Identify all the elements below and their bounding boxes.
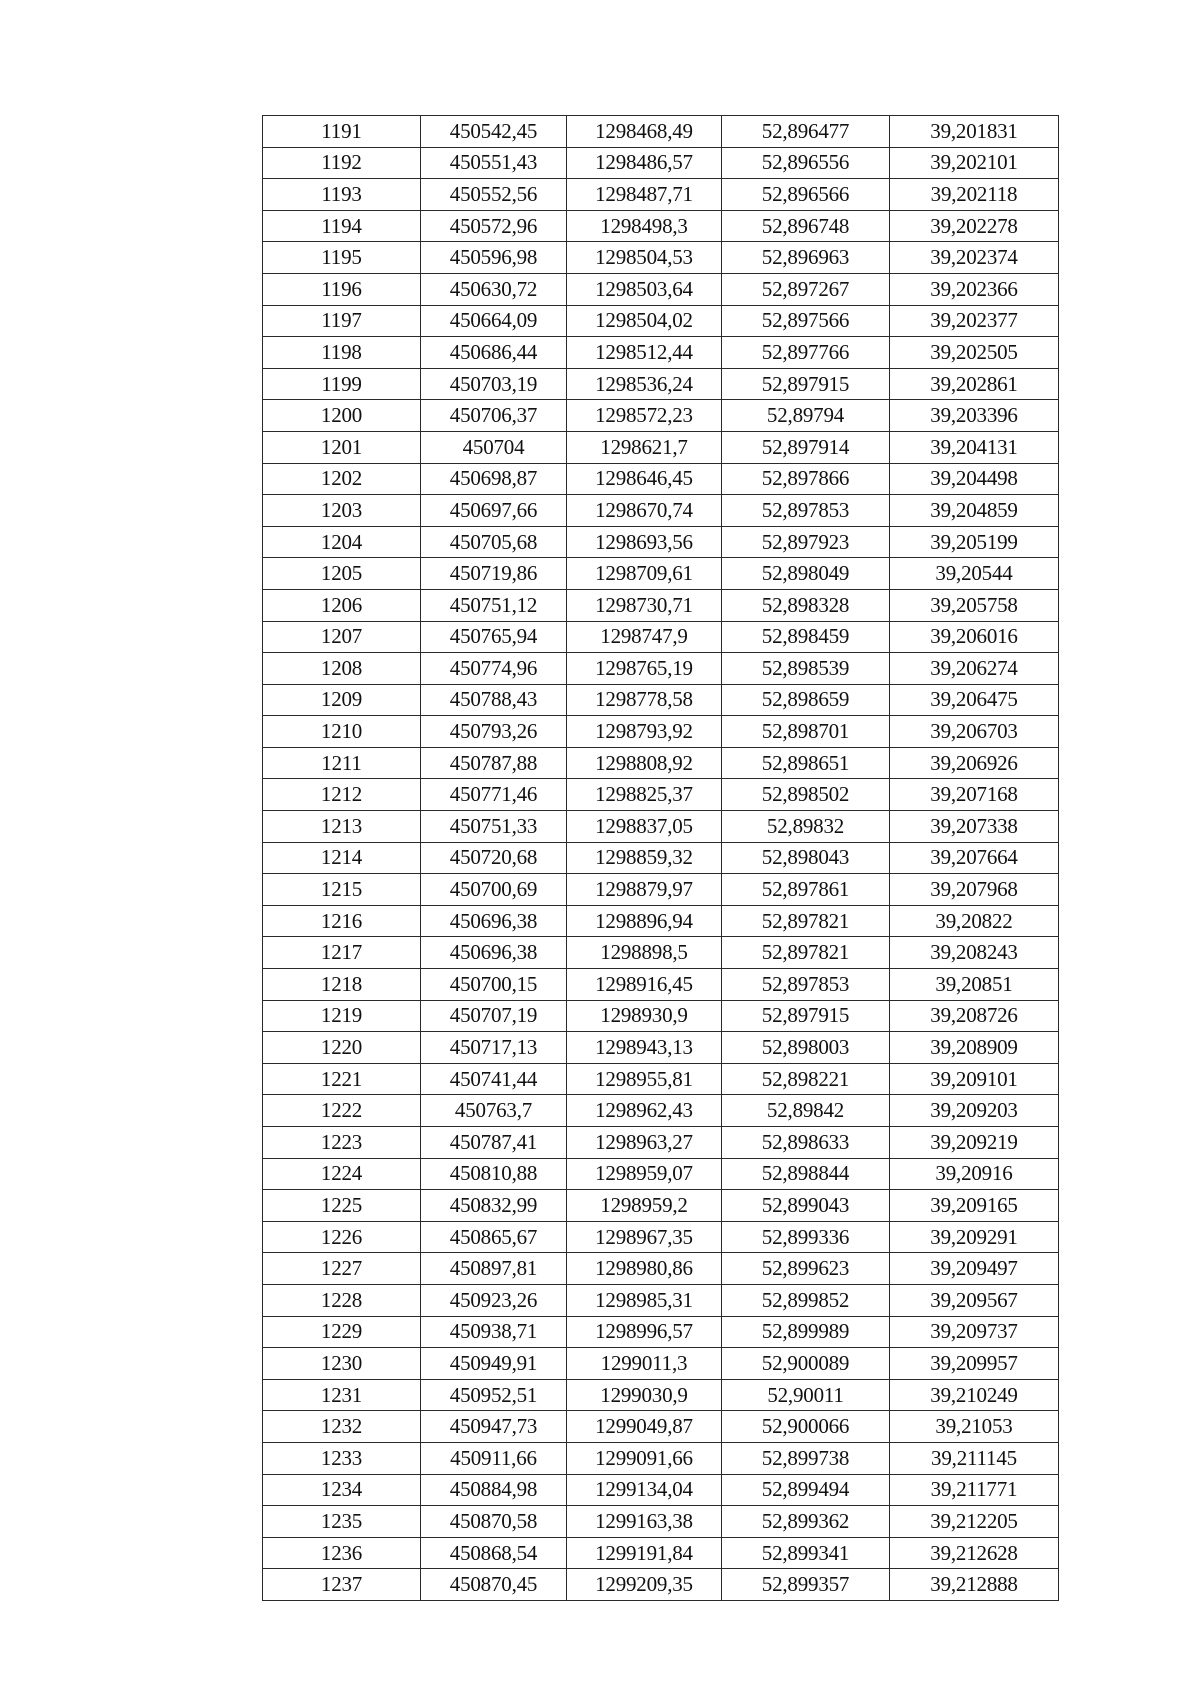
y-coordinate-cell: 1298468,49 <box>567 116 722 148</box>
longitude-cell: 39,202101 <box>890 147 1059 179</box>
longitude-cell: 39,206703 <box>890 716 1059 748</box>
y-coordinate-cell: 1298646,45 <box>567 463 722 495</box>
table-row <box>263 747 1059 779</box>
longitude-cell: 39,209165 <box>890 1190 1059 1222</box>
y-coordinate-cell: 1298536,24 <box>567 368 722 400</box>
y-coordinate-cell: 1298765,19 <box>567 653 722 685</box>
point-number-cell: 1226 <box>263 1221 421 1253</box>
longitude-cell: 39,212888 <box>890 1569 1059 1601</box>
latitude-cell: 52,900066 <box>722 1411 890 1443</box>
latitude-cell: 52,897914 <box>722 431 890 463</box>
x-coordinate-cell: 450697,66 <box>421 495 567 527</box>
table-row <box>263 1221 1059 1253</box>
y-coordinate-cell: 1299191,84 <box>567 1537 722 1569</box>
longitude-cell: 39,207968 <box>890 874 1059 906</box>
y-coordinate-cell: 1298693,56 <box>567 526 722 558</box>
table-row <box>263 400 1059 432</box>
table-row <box>263 1063 1059 1095</box>
longitude-cell: 39,205758 <box>890 589 1059 621</box>
y-coordinate-cell: 1298487,71 <box>567 179 722 211</box>
x-coordinate-cell: 450911,66 <box>421 1442 567 1474</box>
y-coordinate-cell: 1298504,02 <box>567 305 722 337</box>
longitude-cell: 39,212628 <box>890 1537 1059 1569</box>
y-coordinate-cell: 1298621,7 <box>567 431 722 463</box>
x-coordinate-cell: 450787,41 <box>421 1127 567 1159</box>
latitude-cell: 52,898502 <box>722 779 890 811</box>
table-row <box>263 116 1059 148</box>
longitude-cell: 39,207168 <box>890 779 1059 811</box>
latitude-cell: 52,897915 <box>722 368 890 400</box>
point-number-cell: 1203 <box>263 495 421 527</box>
table-row <box>263 653 1059 685</box>
longitude-cell: 39,211145 <box>890 1442 1059 1474</box>
latitude-cell: 52,89794 <box>722 400 890 432</box>
x-coordinate-cell: 450870,58 <box>421 1506 567 1538</box>
y-coordinate-cell: 1298955,81 <box>567 1063 722 1095</box>
y-coordinate-cell: 1298747,9 <box>567 621 722 653</box>
y-coordinate-cell: 1299163,38 <box>567 1506 722 1538</box>
latitude-cell: 52,896963 <box>722 242 890 274</box>
point-number-cell: 1237 <box>263 1569 421 1601</box>
longitude-cell: 39,209497 <box>890 1253 1059 1285</box>
table-row <box>263 969 1059 1001</box>
y-coordinate-cell: 1298963,27 <box>567 1127 722 1159</box>
y-coordinate-cell: 1298980,86 <box>567 1253 722 1285</box>
x-coordinate-cell: 450870,45 <box>421 1569 567 1601</box>
y-coordinate-cell: 1298985,31 <box>567 1284 722 1316</box>
table-row <box>263 431 1059 463</box>
y-coordinate-cell: 1298898,5 <box>567 937 722 969</box>
y-coordinate-cell: 1298709,61 <box>567 558 722 590</box>
table-row <box>263 589 1059 621</box>
table-row <box>263 147 1059 179</box>
table-row <box>263 1537 1059 1569</box>
latitude-cell: 52,90011 <box>722 1379 890 1411</box>
latitude-cell: 52,898003 <box>722 1032 890 1064</box>
table-row <box>263 874 1059 906</box>
table-row <box>263 337 1059 369</box>
x-coordinate-cell: 450810,88 <box>421 1158 567 1190</box>
latitude-cell: 52,89832 <box>722 811 890 843</box>
longitude-cell: 39,206475 <box>890 684 1059 716</box>
latitude-cell: 52,898659 <box>722 684 890 716</box>
y-coordinate-cell: 1298962,43 <box>567 1095 722 1127</box>
longitude-cell: 39,208726 <box>890 1000 1059 1032</box>
longitude-cell: 39,209957 <box>890 1348 1059 1380</box>
y-coordinate-cell: 1298793,92 <box>567 716 722 748</box>
y-coordinate-cell: 1298730,71 <box>567 589 722 621</box>
point-number-cell: 1233 <box>263 1442 421 1474</box>
y-coordinate-cell: 1298967,35 <box>567 1221 722 1253</box>
latitude-cell: 52,897267 <box>722 273 890 305</box>
x-coordinate-cell: 450719,86 <box>421 558 567 590</box>
x-coordinate-cell: 450551,43 <box>421 147 567 179</box>
x-coordinate-cell: 450832,99 <box>421 1190 567 1222</box>
latitude-cell: 52,898221 <box>722 1063 890 1095</box>
table-row <box>263 179 1059 211</box>
x-coordinate-cell: 450884,98 <box>421 1474 567 1506</box>
point-number-cell: 1214 <box>263 842 421 874</box>
longitude-cell: 39,209291 <box>890 1221 1059 1253</box>
longitude-cell: 39,210249 <box>890 1379 1059 1411</box>
x-coordinate-cell: 450947,73 <box>421 1411 567 1443</box>
latitude-cell: 52,898043 <box>722 842 890 874</box>
point-number-cell: 1206 <box>263 589 421 621</box>
x-coordinate-cell: 450596,98 <box>421 242 567 274</box>
y-coordinate-cell: 1298512,44 <box>567 337 722 369</box>
table-row <box>263 779 1059 811</box>
latitude-cell: 52,897766 <box>722 337 890 369</box>
point-number-cell: 1205 <box>263 558 421 590</box>
x-coordinate-cell: 450552,56 <box>421 179 567 211</box>
x-coordinate-cell: 450788,43 <box>421 684 567 716</box>
table-row <box>263 1284 1059 1316</box>
y-coordinate-cell: 1298670,74 <box>567 495 722 527</box>
table-row <box>263 1411 1059 1443</box>
point-number-cell: 1200 <box>263 400 421 432</box>
latitude-cell: 52,89842 <box>722 1095 890 1127</box>
latitude-cell: 52,897861 <box>722 874 890 906</box>
table-row <box>263 684 1059 716</box>
table-row <box>263 1253 1059 1285</box>
latitude-cell: 52,899738 <box>722 1442 890 1474</box>
longitude-cell: 39,21053 <box>890 1411 1059 1443</box>
point-number-cell: 1236 <box>263 1537 421 1569</box>
table-row <box>263 1474 1059 1506</box>
table-row <box>263 1000 1059 1032</box>
longitude-cell: 39,208909 <box>890 1032 1059 1064</box>
y-coordinate-cell: 1298808,92 <box>567 747 722 779</box>
point-number-cell: 1234 <box>263 1474 421 1506</box>
point-number-cell: 1210 <box>263 716 421 748</box>
x-coordinate-cell: 450706,37 <box>421 400 567 432</box>
point-number-cell: 1223 <box>263 1127 421 1159</box>
longitude-cell: 39,212205 <box>890 1506 1059 1538</box>
x-coordinate-cell: 450949,91 <box>421 1348 567 1380</box>
table-row <box>263 242 1059 274</box>
latitude-cell: 52,899043 <box>722 1190 890 1222</box>
y-coordinate-cell: 1298959,07 <box>567 1158 722 1190</box>
table-row <box>263 210 1059 242</box>
x-coordinate-cell: 450865,67 <box>421 1221 567 1253</box>
y-coordinate-cell: 1298504,53 <box>567 242 722 274</box>
point-number-cell: 1219 <box>263 1000 421 1032</box>
longitude-cell: 39,207664 <box>890 842 1059 874</box>
table-row <box>263 716 1059 748</box>
x-coordinate-cell: 450763,7 <box>421 1095 567 1127</box>
x-coordinate-cell: 450696,38 <box>421 937 567 969</box>
latitude-cell: 52,899362 <box>722 1506 890 1538</box>
latitude-cell: 52,898701 <box>722 716 890 748</box>
table-row <box>263 1190 1059 1222</box>
point-number-cell: 1202 <box>263 463 421 495</box>
table-row <box>263 526 1059 558</box>
point-number-cell: 1194 <box>263 210 421 242</box>
longitude-cell: 39,209219 <box>890 1127 1059 1159</box>
x-coordinate-cell: 450707,19 <box>421 1000 567 1032</box>
latitude-cell: 52,897566 <box>722 305 890 337</box>
latitude-cell: 52,899341 <box>722 1537 890 1569</box>
table-row <box>263 1348 1059 1380</box>
x-coordinate-cell: 450868,54 <box>421 1537 567 1569</box>
point-number-cell: 1231 <box>263 1379 421 1411</box>
latitude-cell: 52,897923 <box>722 526 890 558</box>
x-coordinate-cell: 450787,88 <box>421 747 567 779</box>
table-row <box>263 1032 1059 1064</box>
latitude-cell: 52,898651 <box>722 747 890 779</box>
point-number-cell: 1193 <box>263 179 421 211</box>
point-number-cell: 1228 <box>263 1284 421 1316</box>
x-coordinate-cell: 450774,96 <box>421 653 567 685</box>
longitude-cell: 39,209203 <box>890 1095 1059 1127</box>
table-row <box>263 1127 1059 1159</box>
latitude-cell: 52,896477 <box>722 116 890 148</box>
table-row <box>263 463 1059 495</box>
table-row <box>263 1569 1059 1601</box>
y-coordinate-cell: 1299209,35 <box>567 1569 722 1601</box>
point-number-cell: 1230 <box>263 1348 421 1380</box>
table-row <box>263 621 1059 653</box>
point-number-cell: 1220 <box>263 1032 421 1064</box>
x-coordinate-cell: 450765,94 <box>421 621 567 653</box>
longitude-cell: 39,202366 <box>890 273 1059 305</box>
table-row <box>263 905 1059 937</box>
latitude-cell: 52,898633 <box>722 1127 890 1159</box>
latitude-cell: 52,899336 <box>722 1221 890 1253</box>
table-row <box>263 811 1059 843</box>
longitude-cell: 39,207338 <box>890 811 1059 843</box>
latitude-cell: 52,899357 <box>722 1569 890 1601</box>
longitude-cell: 39,202505 <box>890 337 1059 369</box>
longitude-cell: 39,202377 <box>890 305 1059 337</box>
point-number-cell: 1201 <box>263 431 421 463</box>
y-coordinate-cell: 1298916,45 <box>567 969 722 1001</box>
table-row <box>263 1095 1059 1127</box>
x-coordinate-cell: 450741,44 <box>421 1063 567 1095</box>
latitude-cell: 52,897821 <box>722 905 890 937</box>
point-number-cell: 1218 <box>263 969 421 1001</box>
y-coordinate-cell: 1299011,3 <box>567 1348 722 1380</box>
latitude-cell: 52,896748 <box>722 210 890 242</box>
table-row <box>263 558 1059 590</box>
x-coordinate-cell: 450793,26 <box>421 716 567 748</box>
point-number-cell: 1227 <box>263 1253 421 1285</box>
table-row <box>263 1316 1059 1348</box>
point-number-cell: 1211 <box>263 747 421 779</box>
point-number-cell: 1224 <box>263 1158 421 1190</box>
point-number-cell: 1235 <box>263 1506 421 1538</box>
x-coordinate-cell: 450751,12 <box>421 589 567 621</box>
table-row <box>263 842 1059 874</box>
y-coordinate-cell: 1298498,3 <box>567 210 722 242</box>
longitude-cell: 39,211771 <box>890 1474 1059 1506</box>
longitude-cell: 39,209101 <box>890 1063 1059 1095</box>
x-coordinate-cell: 450771,46 <box>421 779 567 811</box>
coordinates-table-body <box>263 116 1059 1601</box>
table-row <box>263 305 1059 337</box>
longitude-cell: 39,201831 <box>890 116 1059 148</box>
longitude-cell: 39,202118 <box>890 179 1059 211</box>
x-coordinate-cell: 450952,51 <box>421 1379 567 1411</box>
x-coordinate-cell: 450542,45 <box>421 116 567 148</box>
coordinates-table <box>262 115 1059 1601</box>
x-coordinate-cell: 450664,09 <box>421 305 567 337</box>
y-coordinate-cell: 1298486,57 <box>567 147 722 179</box>
point-number-cell: 1197 <box>263 305 421 337</box>
point-number-cell: 1208 <box>263 653 421 685</box>
y-coordinate-cell: 1298503,64 <box>567 273 722 305</box>
y-coordinate-cell: 1298825,37 <box>567 779 722 811</box>
longitude-cell: 39,202374 <box>890 242 1059 274</box>
point-number-cell: 1192 <box>263 147 421 179</box>
longitude-cell: 39,20544 <box>890 558 1059 590</box>
point-number-cell: 1222 <box>263 1095 421 1127</box>
point-number-cell: 1217 <box>263 937 421 969</box>
latitude-cell: 52,897853 <box>722 969 890 1001</box>
point-number-cell: 1216 <box>263 905 421 937</box>
longitude-cell: 39,209737 <box>890 1316 1059 1348</box>
table-row <box>263 368 1059 400</box>
latitude-cell: 52,899852 <box>722 1284 890 1316</box>
latitude-cell: 52,897821 <box>722 937 890 969</box>
latitude-cell: 52,900089 <box>722 1348 890 1380</box>
y-coordinate-cell: 1298996,57 <box>567 1316 722 1348</box>
y-coordinate-cell: 1299049,87 <box>567 1411 722 1443</box>
latitude-cell: 52,898844 <box>722 1158 890 1190</box>
y-coordinate-cell: 1298778,58 <box>567 684 722 716</box>
point-number-cell: 1191 <box>263 116 421 148</box>
longitude-cell: 39,20851 <box>890 969 1059 1001</box>
latitude-cell: 52,898328 <box>722 589 890 621</box>
latitude-cell: 52,897866 <box>722 463 890 495</box>
point-number-cell: 1198 <box>263 337 421 369</box>
table-row <box>263 273 1059 305</box>
x-coordinate-cell: 450717,13 <box>421 1032 567 1064</box>
longitude-cell: 39,203396 <box>890 400 1059 432</box>
x-coordinate-cell: 450686,44 <box>421 337 567 369</box>
x-coordinate-cell: 450923,26 <box>421 1284 567 1316</box>
longitude-cell: 39,202278 <box>890 210 1059 242</box>
x-coordinate-cell: 450704 <box>421 431 567 463</box>
point-number-cell: 1204 <box>263 526 421 558</box>
x-coordinate-cell: 450700,69 <box>421 874 567 906</box>
point-number-cell: 1232 <box>263 1411 421 1443</box>
table-row <box>263 495 1059 527</box>
latitude-cell: 52,898459 <box>722 621 890 653</box>
point-number-cell: 1196 <box>263 273 421 305</box>
y-coordinate-cell: 1298959,2 <box>567 1190 722 1222</box>
longitude-cell: 39,209567 <box>890 1284 1059 1316</box>
latitude-cell: 52,897915 <box>722 1000 890 1032</box>
y-coordinate-cell: 1299091,66 <box>567 1442 722 1474</box>
longitude-cell: 39,20822 <box>890 905 1059 937</box>
longitude-cell: 39,204859 <box>890 495 1059 527</box>
x-coordinate-cell: 450696,38 <box>421 905 567 937</box>
longitude-cell: 39,20916 <box>890 1158 1059 1190</box>
y-coordinate-cell: 1298896,94 <box>567 905 722 937</box>
y-coordinate-cell: 1298572,23 <box>567 400 722 432</box>
point-number-cell: 1221 <box>263 1063 421 1095</box>
table-row <box>263 937 1059 969</box>
longitude-cell: 39,204498 <box>890 463 1059 495</box>
latitude-cell: 52,896556 <box>722 147 890 179</box>
point-number-cell: 1199 <box>263 368 421 400</box>
x-coordinate-cell: 450703,19 <box>421 368 567 400</box>
longitude-cell: 39,206274 <box>890 653 1059 685</box>
longitude-cell: 39,204131 <box>890 431 1059 463</box>
latitude-cell: 52,896566 <box>722 179 890 211</box>
point-number-cell: 1195 <box>263 242 421 274</box>
x-coordinate-cell: 450630,72 <box>421 273 567 305</box>
point-number-cell: 1209 <box>263 684 421 716</box>
y-coordinate-cell: 1298930,9 <box>567 1000 722 1032</box>
longitude-cell: 39,202861 <box>890 368 1059 400</box>
longitude-cell: 39,206016 <box>890 621 1059 653</box>
y-coordinate-cell: 1298879,97 <box>567 874 722 906</box>
latitude-cell: 52,899623 <box>722 1253 890 1285</box>
x-coordinate-cell: 450572,96 <box>421 210 567 242</box>
x-coordinate-cell: 450705,68 <box>421 526 567 558</box>
y-coordinate-cell: 1299030,9 <box>567 1379 722 1411</box>
point-number-cell: 1213 <box>263 811 421 843</box>
point-number-cell: 1225 <box>263 1190 421 1222</box>
x-coordinate-cell: 450751,33 <box>421 811 567 843</box>
table-row <box>263 1506 1059 1538</box>
table-row <box>263 1158 1059 1190</box>
table-row <box>263 1442 1059 1474</box>
point-number-cell: 1215 <box>263 874 421 906</box>
table-row <box>263 1379 1059 1411</box>
latitude-cell: 52,899989 <box>722 1316 890 1348</box>
longitude-cell: 39,208243 <box>890 937 1059 969</box>
y-coordinate-cell: 1298837,05 <box>567 811 722 843</box>
longitude-cell: 39,205199 <box>890 526 1059 558</box>
x-coordinate-cell: 450720,68 <box>421 842 567 874</box>
latitude-cell: 52,898049 <box>722 558 890 590</box>
x-coordinate-cell: 450698,87 <box>421 463 567 495</box>
longitude-cell: 39,206926 <box>890 747 1059 779</box>
y-coordinate-cell: 1298859,32 <box>567 842 722 874</box>
point-number-cell: 1207 <box>263 621 421 653</box>
y-coordinate-cell: 1298943,13 <box>567 1032 722 1064</box>
point-number-cell: 1229 <box>263 1316 421 1348</box>
latitude-cell: 52,899494 <box>722 1474 890 1506</box>
x-coordinate-cell: 450700,15 <box>421 969 567 1001</box>
x-coordinate-cell: 450897,81 <box>421 1253 567 1285</box>
latitude-cell: 52,897853 <box>722 495 890 527</box>
y-coordinate-cell: 1299134,04 <box>567 1474 722 1506</box>
point-number-cell: 1212 <box>263 779 421 811</box>
latitude-cell: 52,898539 <box>722 653 890 685</box>
x-coordinate-cell: 450938,71 <box>421 1316 567 1348</box>
